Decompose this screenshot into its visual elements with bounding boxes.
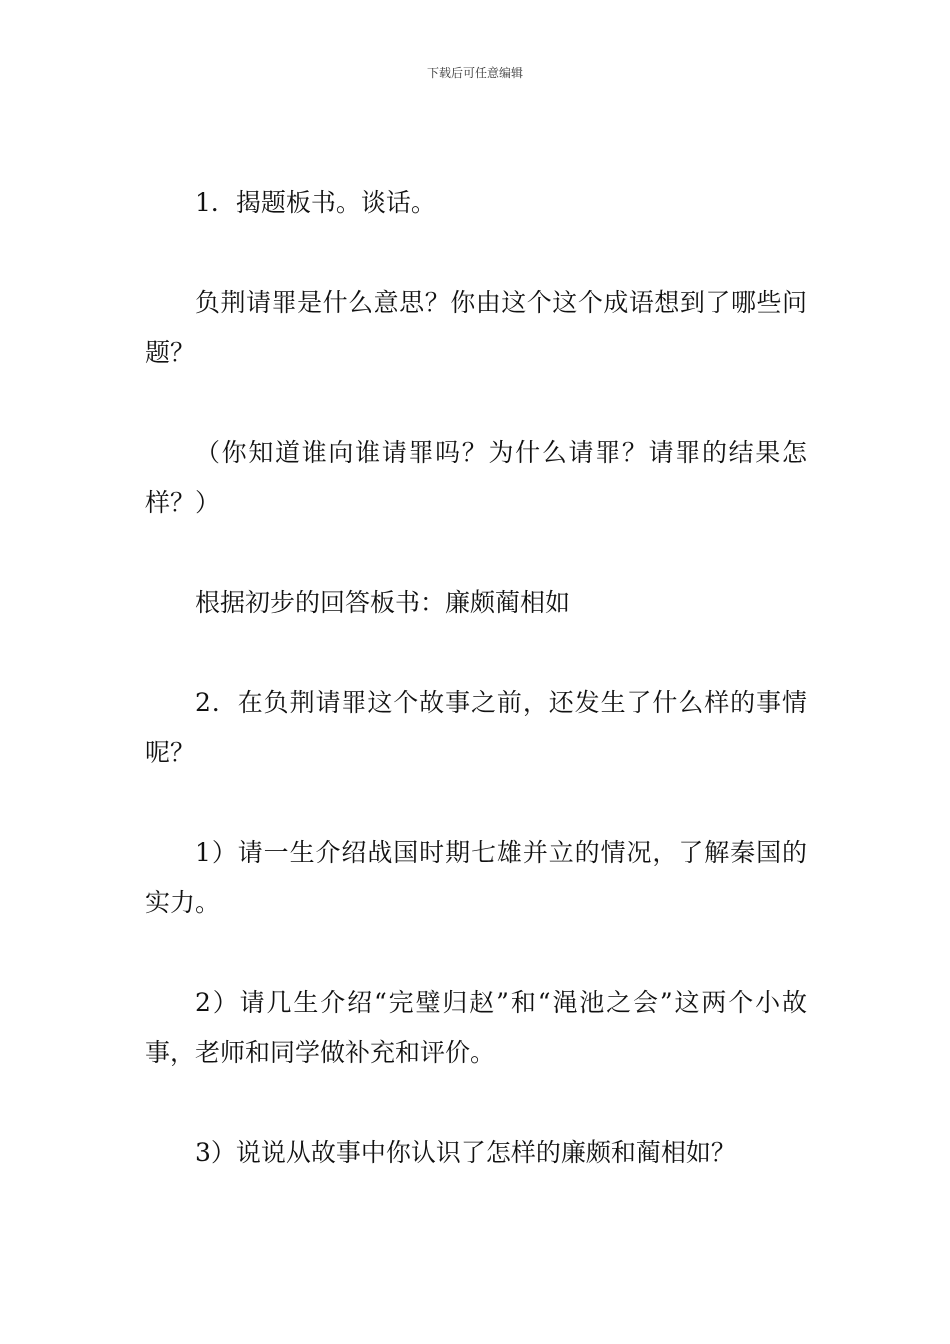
paragraph-reveal-title: 1．揭题板书。谈话。	[195, 188, 436, 217]
paragraph-board-writing: 根据初步的回答板书：廉颇蔺相如	[195, 588, 571, 617]
paragraph-step-3: 3）说说从故事中你认识了怎样的廉颇和蔺相如？	[195, 1138, 736, 1167]
paragraph-prior-events: 2．在负荆请罪这个故事之前，还发生了什么样的事情呢？	[145, 688, 807, 767]
document-body	[145, 178, 807, 1178]
paragraph-guiding-questions: （你知道谁向谁请罪吗？为什么请罪？请罪的结果怎样？）	[145, 438, 807, 517]
paragraph-idiom-question: 负荆请罪是什么意思？你由这个这个成语想到了哪些问题？	[145, 288, 807, 367]
paragraph-step-2: 2）请几生介绍“完璧归赵”和“渑池之会”这两个小故事，老师和同学做补充和评价。	[145, 988, 807, 1067]
paragraph-step-1: 1）请一生介绍战国时期七雄并立的情况，了解秦国的实力。	[145, 838, 807, 917]
page-header: 下载后可任意编辑	[426, 66, 523, 80]
